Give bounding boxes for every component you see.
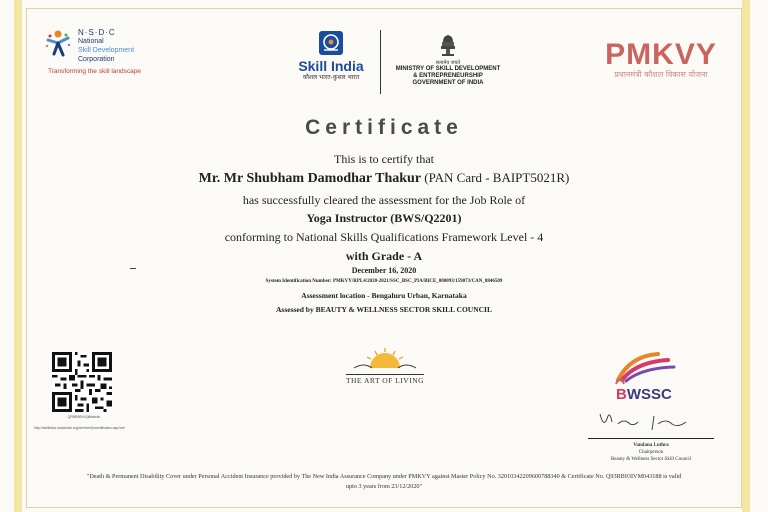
- assessment-location: Assessment location - Bengaluru Urban, Karnataka: [301, 291, 467, 300]
- pan-number: (PAN Card - BAIPT5021R): [424, 170, 570, 185]
- nsdc-line2: Skill Development: [78, 47, 135, 54]
- ministry-line1: MINISTRY OF SKILL DEVELOPMENT: [395, 66, 501, 72]
- signatory-name: Vandana Luthra: [633, 443, 669, 448]
- footer-line2: upto 3 years from 23/12/2020": [345, 483, 423, 490]
- skill-india-mark-icon: [318, 30, 344, 56]
- signatory-role2: Beauty & Wellness Sector Skill Council: [610, 457, 692, 462]
- certificate-date: December 16, 2020: [351, 266, 417, 275]
- qr-code-icon: [52, 352, 112, 412]
- certificate-title: Certificate: [305, 116, 463, 139]
- footer-line1: "Death & Permanent Disability Cover under Personal Accident Insurance provided by The New India Assurance Company under PMKVY against Master Policy No. 32010342209600788340 & Certificate No. Q93RB93IVM043188 is valid: [86, 473, 682, 480]
- nsqf-text: conforming to National Skills Qualifications Framework Level - 4: [224, 230, 544, 244]
- job-role: Yoga Instructor (BWS/Q2201): [306, 211, 462, 225]
- grade: with Grade - A: [345, 249, 423, 263]
- pmkvy-logo: [586, 40, 736, 80]
- bwssc-logo: [610, 350, 690, 410]
- insurance-footer: [28, 472, 740, 492]
- national-emblem-icon: [437, 32, 459, 60]
- header-divider: [380, 30, 381, 94]
- signature-line: [588, 438, 714, 439]
- nsdc-abbr: N·S·D·C: [78, 28, 116, 37]
- skill-india-name: Skill India: [298, 58, 364, 74]
- qr-caption: QR8R9BV/Qt8mbuth: [67, 415, 101, 419]
- bwssc-label: [616, 386, 672, 403]
- skill-india-logo: [286, 30, 376, 90]
- signature-icon: [594, 408, 704, 434]
- rising-sun-icon: [350, 346, 420, 370]
- emblem-motto: सत्यमेव जयते: [435, 60, 461, 66]
- qr-verify-url[interactable]: http://skillindia.nsdcindia.org/cert/verify/certificates.asp/veri: [34, 426, 125, 430]
- candidate-name-line: [0, 170, 768, 187]
- art-of-living-logo: [338, 346, 432, 386]
- assessed-by: Assessed by BEAUTY & WELLNESS SECTOR SKILL COUNCIL: [276, 305, 492, 314]
- bwssc-label-b: B: [616, 386, 627, 403]
- nsdc-logo: [42, 28, 162, 78]
- art-of-living-label: THE ART OF LIVING: [345, 376, 425, 385]
- bwssc-label-rest: WSSC: [626, 386, 672, 403]
- skill-india-subtitle: कौशल भारत-कुशल भारत: [302, 74, 360, 81]
- pmkvy-subtitle: प्रधानमंत्री कौशल विकास योजना: [614, 70, 708, 79]
- signatory-role1: Chairperson: [638, 450, 664, 455]
- bwssc-swoosh-icon: [610, 350, 680, 386]
- ministry-block: [388, 32, 508, 87]
- cleared-text: has successfully cleared the assessment for the Job Role of: [242, 193, 526, 207]
- nsdc-tagline: Transforming the skill landscape: [48, 68, 141, 75]
- pmkvy-name: PMKVY: [605, 38, 717, 71]
- nsdc-line1: National: [78, 38, 104, 45]
- candidate-name: Mr. Mr Shubham Damodhar Thakur: [198, 171, 421, 186]
- nsdc-line3: Corporation: [78, 56, 115, 63]
- ministry-line2: & ENTREPRENEURSHIP: [413, 73, 483, 79]
- nsdc-figure-icon: [42, 28, 74, 60]
- certify-text: This is to certify that: [334, 152, 434, 166]
- signatory-block: [588, 442, 714, 463]
- system-id: System Identification Number: PMKVY/RPL4/2020-2021/SSC_BSC_PIA/BICE_000093/159073/CAN_8846509: [265, 279, 503, 284]
- ministry-line3: GOVERNMENT OF INDIA: [412, 80, 484, 86]
